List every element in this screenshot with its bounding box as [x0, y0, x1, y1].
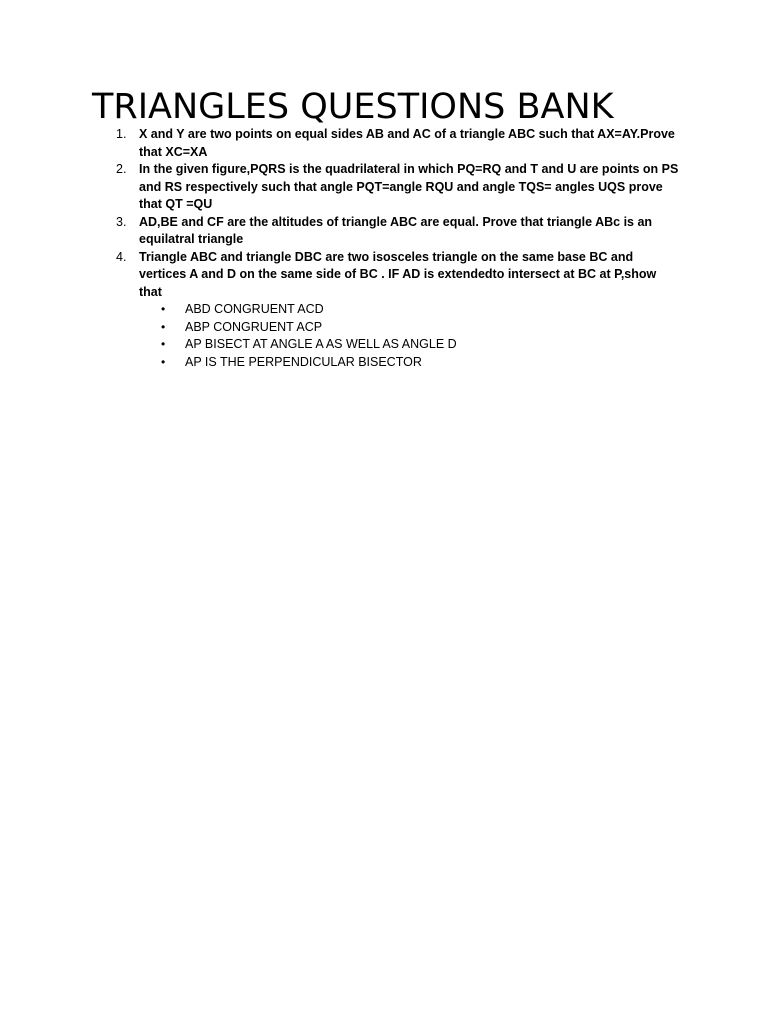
- sub-point-item: [0, 301, 768, 319]
- sub-point-item: [0, 354, 768, 372]
- question-text: Triangle ABC and triangle DBC are two isosceles triangle on the same base BC and vertices A and D on the same side of BC . IF AD is extendedto intersect at BC at P,show that: [139, 249, 657, 299]
- bullet-icon: •: [161, 319, 166, 334]
- question-number: 1.: [116, 127, 127, 141]
- question-item-4: [0, 249, 768, 372]
- question-number: 2.: [116, 162, 127, 176]
- question-text: AD,BE and CF are the altitudes of triangle ABC are equal. Prove that triangle ABc is an equilatral triangle: [139, 214, 653, 246]
- question-text: In the given figure,PQRS is the quadrilateral in which PQ=RQ and T and U are points on PS and RS respectively such that angle PQT=angle RQU and angle TQS= angles UQS prove that QT =QU: [139, 162, 679, 211]
- question-list: [0, 126, 768, 371]
- document-title: TRIANGLES QUESTIONS BANK: [92, 87, 614, 127]
- question-item-2: [0, 161, 768, 214]
- question-number: 4.: [116, 249, 127, 264]
- sub-point-item: [0, 336, 768, 354]
- sub-point-text: ABP CONGRUENT ACP: [185, 319, 323, 334]
- question-item-3: [0, 214, 768, 249]
- question-item-1: [0, 126, 768, 161]
- bullet-icon: •: [161, 337, 166, 351]
- sub-point-text: AP IS THE PERPENDICULAR BISECTOR: [185, 354, 422, 369]
- sub-point-item: [0, 319, 768, 337]
- question-text: X and Y are two points on equal sides AB and AC of a triangle ABC such that AX=AY.Prove that XC=XA: [139, 127, 675, 159]
- sub-point-text: AP BISECT AT ANGLE A AS WELL AS ANGLE D: [185, 337, 457, 351]
- sub-point-list: [0, 301, 768, 371]
- question-number: 3.: [116, 214, 127, 229]
- bullet-icon: •: [161, 302, 166, 316]
- sub-point-text: ABD CONGRUENT ACD: [185, 302, 324, 316]
- bullet-icon: •: [161, 354, 166, 369]
